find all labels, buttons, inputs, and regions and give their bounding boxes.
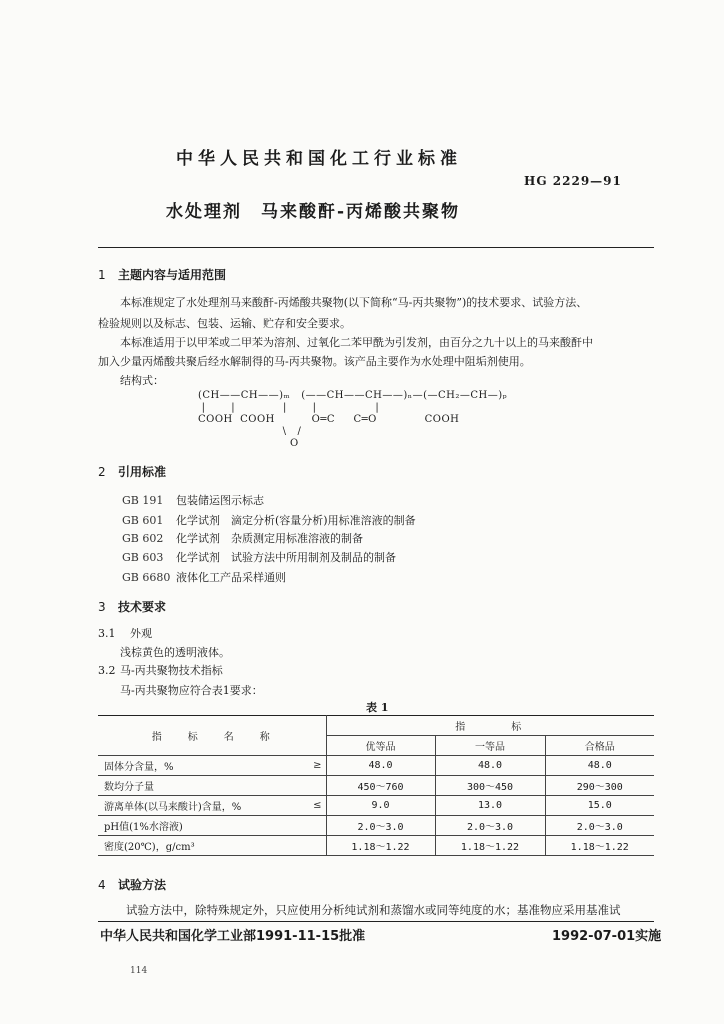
reference-title: 化学试剂 杂质测定用标准溶液的制备	[176, 532, 363, 545]
section-title: 技术要求	[118, 600, 167, 614]
table-row	[98, 776, 654, 796]
reference-code: GB 601	[122, 514, 164, 527]
footer-divider	[98, 921, 654, 922]
paragraph-line: 本标准适用于以甲苯或二甲苯为溶剂、过氧化二苯甲酰为引发剂，由百分之九十以上的马来酸酐中	[120, 336, 593, 349]
section-number: 2	[98, 465, 106, 479]
comparator	[278, 776, 326, 796]
structural-formula	[198, 390, 507, 450]
reference-item	[122, 530, 363, 546]
column-header-grade: 合格品	[545, 736, 654, 756]
comparator	[278, 836, 326, 856]
reference-code: GB 191	[122, 494, 164, 507]
reference-code: GB 602	[122, 532, 164, 545]
table-cell: 2.0～3.0	[435, 816, 545, 836]
table-cell: 48.0	[435, 756, 545, 776]
standard-org-heading: 中华人民共和国化工行业标准	[176, 149, 462, 169]
reference-title: 液体化工产品采样通则	[176, 571, 286, 584]
comparator: ≥	[278, 756, 326, 776]
table-cell: 1.18～1.22	[435, 836, 545, 856]
paragraph-line: 检验规则以及标志、包装、运输、贮存和安全要求。	[98, 317, 351, 330]
reference-item	[122, 512, 416, 528]
column-header-item: 指 标 名 称	[98, 716, 326, 756]
table-row	[98, 796, 654, 816]
section-number: 1	[98, 268, 106, 282]
formula-line: \ /	[198, 426, 302, 437]
section-title: 试验方法	[118, 878, 167, 892]
standard-code: HG 2229—91	[524, 174, 622, 188]
table-cell: 13.0	[435, 796, 545, 816]
section-title: 引用标准	[118, 465, 167, 479]
structure-label: 结构式：	[120, 374, 164, 387]
comparator	[278, 816, 326, 836]
row-label: 固体分含量，%	[98, 756, 278, 776]
table-cell: 48.0	[545, 756, 654, 776]
spec-table	[98, 715, 654, 856]
document-title: 水处理剂 马来酸酐-丙烯酸共聚物	[166, 202, 461, 222]
column-header-grade: 优等品	[326, 736, 435, 756]
section-title: 主题内容与适用范围	[118, 268, 227, 282]
table-cell: 1.18～1.22	[545, 836, 654, 856]
formula-line: O	[198, 438, 299, 449]
subsection-3-2-heading	[98, 662, 223, 678]
table-cell: 48.0	[326, 756, 435, 776]
table-cell: 290～300	[545, 776, 654, 796]
paragraph-line: 马-丙共聚物应符合表1要求：	[120, 684, 263, 697]
reference-code: GB 603	[122, 551, 164, 564]
subsection-number: 3.2	[98, 664, 116, 677]
row-label: 游离单体(以马来酸计)含量，%	[98, 796, 278, 816]
reference-code: GB 6680	[122, 571, 171, 584]
section-number: 4	[98, 878, 106, 892]
paragraph-line: 加入少量丙烯酸共聚后经水解制得的马-丙共聚物。该产品主要作为水处理中阻垢剂使用。	[98, 355, 531, 368]
table-cell: 450～760	[326, 776, 435, 796]
table-cell: 1.18～1.22	[326, 836, 435, 856]
row-label: pH值(1%水溶液)	[98, 816, 278, 836]
header-divider	[98, 247, 654, 248]
row-label: 数均分子量	[98, 776, 278, 796]
paragraph-line: 试验方法中，除特殊规定外，只应使用分析纯试剂和蒸馏水或同等纯度的水；基准物应采用基准试	[126, 903, 621, 917]
table-cell: 15.0	[545, 796, 654, 816]
subsection-title: 马-丙共聚物技术指标	[120, 664, 223, 677]
section-2-heading	[98, 463, 166, 480]
subsection-title: 外观	[130, 627, 152, 640]
table-cell: 2.0～3.0	[326, 816, 435, 836]
page-number: 114	[130, 966, 148, 976]
section-3-heading	[98, 598, 166, 615]
reference-item	[122, 492, 264, 508]
table-cell: 2.0～3.0	[545, 816, 654, 836]
reference-item	[122, 569, 286, 585]
table-row	[98, 816, 654, 836]
formula-line: (CH——CH——)ₘ (——CH——CH——)ₙ—(—CH₂—CH—)ₚ	[198, 390, 508, 401]
table-cell: 300～450	[435, 776, 545, 796]
column-header-group: 指 标	[326, 716, 654, 736]
formula-line: | | | | |	[198, 402, 380, 413]
reference-title: 化学试剂 试验方法中所用制剂及制品的制备	[176, 551, 396, 564]
section-number: 3	[98, 600, 106, 614]
reference-title: 化学试剂 滴定分析(容量分析)用标准溶液的制备	[176, 514, 416, 527]
reference-item	[122, 549, 396, 565]
paragraph-line: 浅棕黄色的透明液体。	[120, 646, 230, 659]
section-1-heading	[98, 266, 226, 283]
effective-date: 1992-07-01实施	[552, 929, 662, 944]
table-row	[98, 756, 654, 776]
column-header-grade: 一等品	[435, 736, 545, 756]
subsection-number: 3.1	[98, 627, 116, 640]
paragraph-line: 本标准规定了水处理剂马来酸酐-丙烯酸共聚物(以下简称“马-丙共聚物”)的技术要求、试验方法、	[120, 296, 588, 309]
table-caption: 表 1	[366, 701, 389, 714]
row-label: 密度(20℃)，g/cm³	[98, 836, 278, 856]
subsection-3-1-heading	[98, 625, 152, 641]
table-row	[98, 836, 654, 856]
section-4-heading	[98, 876, 166, 893]
approval-note: 中华人民共和国化学工业部1991-11-15批准	[100, 929, 366, 944]
comparator: ≤	[278, 796, 326, 816]
table-cell: 9.0	[326, 796, 435, 816]
formula-line: COOH COOH O═C C═O COOH	[198, 414, 460, 425]
reference-title: 包装储运图示标志	[176, 494, 264, 507]
